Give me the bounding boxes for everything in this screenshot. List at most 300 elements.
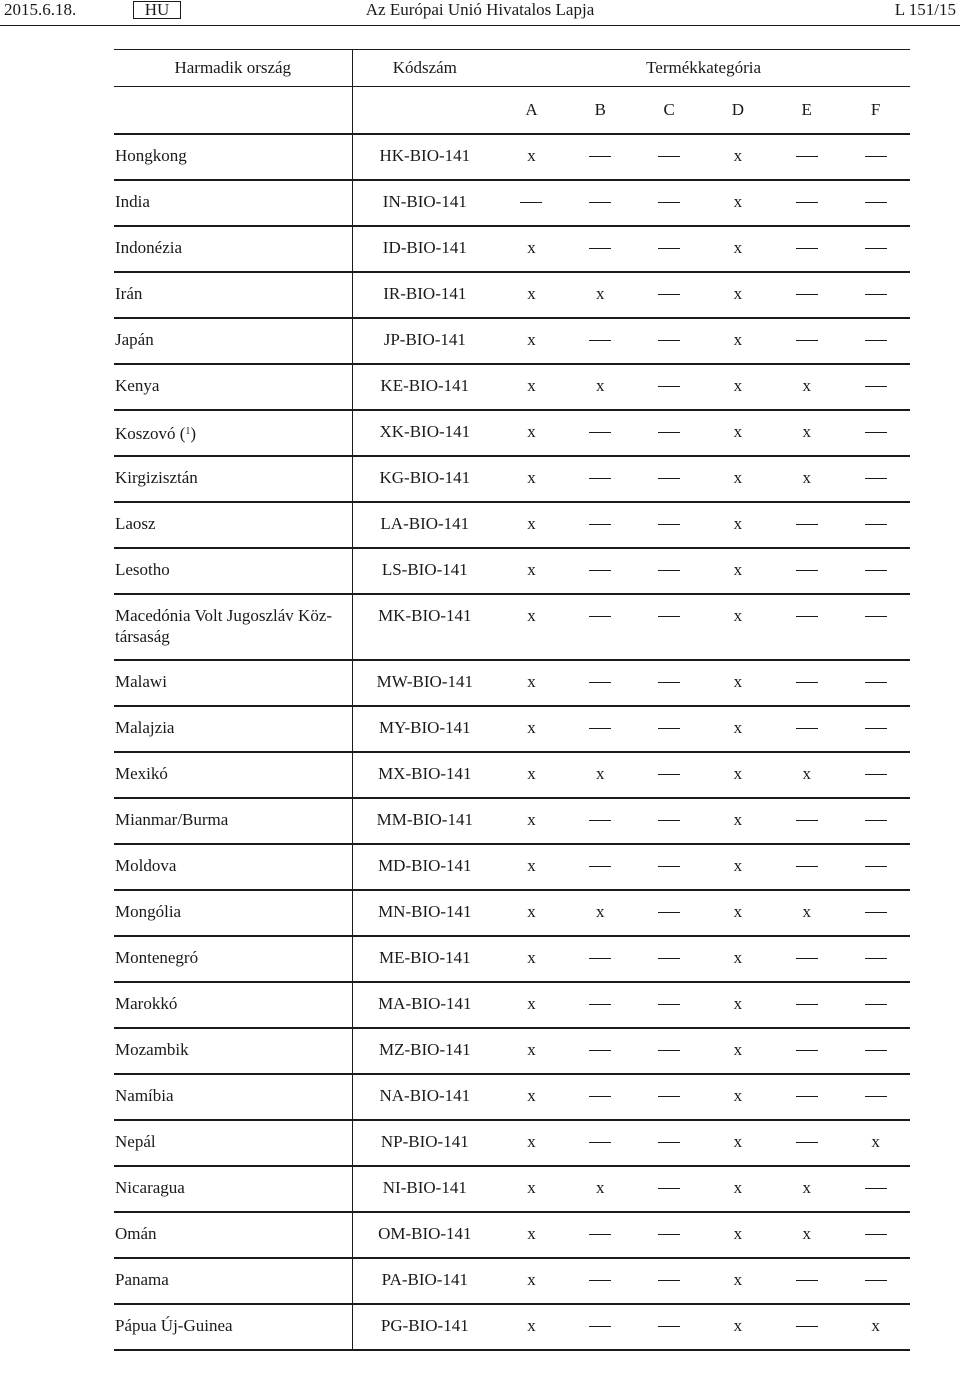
- category-cell-b: [566, 844, 635, 890]
- not-applicable-dash: [865, 1096, 887, 1097]
- not-applicable-dash: [658, 340, 680, 341]
- category-cell-b: [566, 410, 635, 456]
- country-name: Hongkong: [115, 146, 187, 165]
- category-cell-d: [704, 272, 773, 318]
- country-name: Macedónia Volt Jugoszláv Köz- társaság: [115, 606, 333, 646]
- not-applicable-dash: [658, 1326, 680, 1327]
- not-applicable-dash: [796, 248, 818, 249]
- applicable-mark: x: [733, 1040, 743, 1059]
- not-applicable-dash: [658, 1050, 680, 1051]
- category-cell-a: [497, 1074, 566, 1120]
- category-cell-f: [841, 1120, 910, 1166]
- country-cell: [114, 226, 352, 272]
- category-cell-a: [497, 364, 566, 410]
- category-cell-b: [566, 1212, 635, 1258]
- category-cell-a: [497, 180, 566, 226]
- not-applicable-dash: [589, 1234, 611, 1235]
- category-cell-e: [772, 134, 841, 180]
- code-cell: KE-BIO-141: [352, 364, 497, 410]
- code-cell: PA-BIO-141: [352, 1258, 497, 1304]
- not-applicable-dash: [796, 156, 818, 157]
- not-applicable-dash: [658, 820, 680, 821]
- category-cell-f: [841, 226, 910, 272]
- category-cell-c: [635, 890, 704, 936]
- code-cell: OM-BIO-141: [352, 1212, 497, 1258]
- not-applicable-dash: [865, 820, 887, 821]
- category-cell-c: [635, 502, 704, 548]
- code-cell: MN-BIO-141: [352, 890, 497, 936]
- category-cell-d: [704, 936, 773, 982]
- applicable-mark: x: [733, 1224, 743, 1243]
- category-cell-c: [635, 134, 704, 180]
- column-header-country: Harmadik ország: [114, 50, 352, 87]
- not-applicable-dash: [658, 1234, 680, 1235]
- code-cell: HK-BIO-141: [352, 134, 497, 180]
- applicable-mark: x: [733, 1270, 743, 1289]
- category-cell-e: [772, 1166, 841, 1212]
- category-cell-e: [772, 752, 841, 798]
- category-letter-f: F: [841, 87, 910, 135]
- category-cell-c: [635, 226, 704, 272]
- applicable-mark: x: [596, 764, 605, 783]
- category-cell-d: [704, 1074, 773, 1120]
- not-applicable-dash: [865, 1004, 887, 1005]
- category-cell-c: [635, 706, 704, 752]
- category-cell-b: [566, 1258, 635, 1304]
- applicable-mark: x: [733, 718, 743, 737]
- table-row: [114, 410, 910, 456]
- not-applicable-dash: [796, 1004, 818, 1005]
- category-cell-a: [497, 1212, 566, 1258]
- country-cell: [114, 456, 352, 502]
- category-cell-e: [772, 706, 841, 752]
- category-cell-e: [772, 982, 841, 1028]
- category-cell-e: [772, 1212, 841, 1258]
- table-row: [114, 1074, 910, 1120]
- applicable-mark: x: [527, 810, 536, 829]
- category-cell-e: [772, 660, 841, 706]
- not-applicable-dash: [865, 248, 887, 249]
- category-cell-a: [497, 1028, 566, 1074]
- applicable-mark: x: [733, 192, 743, 211]
- not-applicable-dash: [589, 432, 611, 433]
- not-applicable-dash: [865, 156, 887, 157]
- empty-header-cell: [352, 87, 497, 135]
- not-applicable-dash: [658, 958, 680, 959]
- applicable-mark: x: [733, 1086, 743, 1105]
- code-cell: NP-BIO-141: [352, 1120, 497, 1166]
- category-cell-a: [497, 272, 566, 318]
- category-cell-a: [497, 410, 566, 456]
- category-cell-d: [704, 456, 773, 502]
- applicable-mark: x: [527, 672, 536, 691]
- country-cell: [114, 890, 352, 936]
- category-cell-c: [635, 1166, 704, 1212]
- category-cell-f: [841, 752, 910, 798]
- category-cell-f: [841, 1304, 910, 1350]
- code-cell: MW-BIO-141: [352, 660, 497, 706]
- applicable-mark: x: [802, 902, 811, 921]
- table-row: [114, 1212, 910, 1258]
- journal-title: Az Európai Unió Hivatalos Lapja: [365, 0, 595, 19]
- category-cell-a: [497, 890, 566, 936]
- category-cell-d: [704, 1028, 773, 1074]
- category-cell-b: [566, 982, 635, 1028]
- category-cell-f: [841, 502, 910, 548]
- category-cell-f: [841, 936, 910, 982]
- category-cell-f: [841, 272, 910, 318]
- table-row: [114, 272, 910, 318]
- category-cell-f: [841, 134, 910, 180]
- not-applicable-dash: [658, 478, 680, 479]
- country-cell: [114, 548, 352, 594]
- not-applicable-dash: [658, 386, 680, 387]
- publication-date: 2015.6.18.: [4, 0, 77, 19]
- code-cell: IN-BIO-141: [352, 180, 497, 226]
- category-cell-f: [841, 982, 910, 1028]
- applicable-mark: x: [527, 376, 536, 395]
- applicable-mark: x: [733, 1316, 743, 1335]
- not-applicable-dash: [589, 202, 611, 203]
- category-cell-b: [566, 272, 635, 318]
- code-cell: ID-BIO-141: [352, 226, 497, 272]
- country-cell: [114, 364, 352, 410]
- category-cell-e: [772, 890, 841, 936]
- category-letter-c: C: [635, 87, 704, 135]
- category-cell-b: [566, 456, 635, 502]
- table-row: [114, 660, 910, 706]
- country-cell: [114, 180, 352, 226]
- table-row: [114, 844, 910, 890]
- applicable-mark: x: [527, 238, 536, 257]
- category-cell-a: [497, 594, 566, 660]
- code-cell: PG-BIO-141: [352, 1304, 497, 1350]
- not-applicable-dash: [796, 524, 818, 525]
- category-cell-e: [772, 456, 841, 502]
- category-cell-f: [841, 890, 910, 936]
- country-name: Pápua Új-Guinea: [115, 1316, 233, 1335]
- applicable-mark: x: [596, 284, 605, 303]
- category-cell-e: [772, 272, 841, 318]
- category-cell-c: [635, 548, 704, 594]
- applicable-mark: x: [527, 948, 536, 967]
- country-cell: [114, 1166, 352, 1212]
- category-cell-a: [497, 502, 566, 548]
- category-letter-e: E: [772, 87, 841, 135]
- category-cell-e: [772, 844, 841, 890]
- not-applicable-dash: [865, 616, 887, 617]
- applicable-mark: x: [802, 764, 811, 783]
- category-cell-e: [772, 1120, 841, 1166]
- table-row: [114, 502, 910, 548]
- not-applicable-dash: [796, 570, 818, 571]
- category-cell-f: [841, 706, 910, 752]
- not-applicable-dash: [865, 682, 887, 683]
- country-name: Mexikó: [115, 764, 168, 783]
- applicable-mark: x: [527, 1178, 536, 1197]
- not-applicable-dash: [796, 728, 818, 729]
- category-cell-c: [635, 982, 704, 1028]
- not-applicable-dash: [865, 728, 887, 729]
- category-cell-b: [566, 798, 635, 844]
- not-applicable-dash: [589, 1142, 611, 1143]
- applicable-mark: x: [527, 1040, 536, 1059]
- country-name: Laosz: [115, 514, 156, 533]
- table-row: [114, 798, 910, 844]
- category-cell-c: [635, 1028, 704, 1074]
- applicable-mark: x: [527, 718, 536, 737]
- category-cell-b: [566, 318, 635, 364]
- category-cell-c: [635, 1258, 704, 1304]
- not-applicable-dash: [658, 524, 680, 525]
- country-name: Mianmar/Burma: [115, 810, 229, 829]
- not-applicable-dash: [796, 820, 818, 821]
- category-cell-d: [704, 180, 773, 226]
- column-header-code: Kódszám: [352, 50, 497, 87]
- code-cell: NI-BIO-141: [352, 1166, 497, 1212]
- table-row: [114, 936, 910, 982]
- applicable-mark: x: [733, 560, 743, 579]
- country-name: Koszovó: [115, 424, 176, 443]
- table-row: [114, 1028, 910, 1074]
- applicable-mark: x: [527, 856, 536, 875]
- not-applicable-dash: [589, 728, 611, 729]
- not-applicable-dash: [589, 570, 611, 571]
- applicable-mark: x: [596, 902, 605, 921]
- applicable-mark: x: [733, 468, 743, 487]
- applicable-mark: x: [802, 468, 811, 487]
- category-cell-f: [841, 364, 910, 410]
- category-cell-a: [497, 752, 566, 798]
- table-row: [114, 180, 910, 226]
- code-cell: MA-BIO-141: [352, 982, 497, 1028]
- applicable-mark: x: [527, 994, 536, 1013]
- code-cell: MX-BIO-141: [352, 752, 497, 798]
- category-cell-b: [566, 752, 635, 798]
- applicable-mark: x: [527, 1132, 536, 1151]
- category-cell-a: [497, 318, 566, 364]
- table-row: [114, 890, 910, 936]
- table-row: [114, 706, 910, 752]
- country-name: Indonézia: [115, 238, 183, 257]
- country-name: Malajzia: [115, 718, 175, 737]
- category-cell-c: [635, 1304, 704, 1350]
- not-applicable-dash: [865, 1234, 887, 1235]
- category-cell-f: [841, 456, 910, 502]
- not-applicable-dash: [865, 1280, 887, 1281]
- not-applicable-dash: [658, 202, 680, 203]
- category-cell-a: [497, 1166, 566, 1212]
- applicable-mark: x: [733, 764, 743, 783]
- column-header-category: Termékkategória: [497, 50, 910, 87]
- category-cell-d: [704, 706, 773, 752]
- category-cell-a: [497, 456, 566, 502]
- country-name: Malawi: [115, 672, 167, 691]
- category-cell-e: [772, 364, 841, 410]
- not-applicable-dash: [865, 570, 887, 571]
- not-applicable-dash: [658, 728, 680, 729]
- category-cell-b: [566, 180, 635, 226]
- not-applicable-dash: [589, 478, 611, 479]
- country-cell: [114, 1120, 352, 1166]
- code-cell: JP-BIO-141: [352, 318, 497, 364]
- category-cell-d: [704, 410, 773, 456]
- not-applicable-dash: [658, 866, 680, 867]
- category-cell-d: [704, 226, 773, 272]
- not-applicable-dash: [796, 1050, 818, 1051]
- category-cell-f: [841, 318, 910, 364]
- not-applicable-dash: [589, 866, 611, 867]
- not-applicable-dash: [796, 1096, 818, 1097]
- category-cell-f: [841, 1258, 910, 1304]
- applicable-mark: x: [527, 1316, 536, 1335]
- country-name: Marokkó: [115, 994, 178, 1013]
- country-cell: [114, 272, 352, 318]
- code-cell: LS-BIO-141: [352, 548, 497, 594]
- applicable-mark: x: [802, 1224, 811, 1243]
- applicable-mark: x: [733, 994, 743, 1013]
- table-row: [114, 134, 910, 180]
- category-cell-e: [772, 1074, 841, 1120]
- code-cell: NA-BIO-141: [352, 1074, 497, 1120]
- country-cell: [114, 1304, 352, 1350]
- applicable-mark: x: [733, 672, 743, 691]
- category-cell-c: [635, 752, 704, 798]
- category-cell-e: [772, 410, 841, 456]
- category-cell-a: [497, 982, 566, 1028]
- not-applicable-dash: [589, 1050, 611, 1051]
- not-applicable-dash: [865, 1188, 887, 1189]
- category-cell-b: [566, 502, 635, 548]
- category-cell-e: [772, 226, 841, 272]
- country-name: Nepál: [115, 1132, 156, 1151]
- country-cell: [114, 502, 352, 548]
- category-letters-row: [114, 87, 910, 135]
- category-cell-b: [566, 226, 635, 272]
- applicable-mark: x: [527, 764, 536, 783]
- code-cell: MZ-BIO-141: [352, 1028, 497, 1074]
- applicable-mark: x: [733, 238, 743, 257]
- category-cell-c: [635, 272, 704, 318]
- category-cell-c: [635, 1074, 704, 1120]
- code-cell: MM-BIO-141: [352, 798, 497, 844]
- country-name: Panama: [115, 1270, 169, 1289]
- category-cell-c: [635, 844, 704, 890]
- not-applicable-dash: [658, 1096, 680, 1097]
- country-name: Kirgizisztán: [115, 468, 198, 487]
- applicable-mark: x: [733, 902, 743, 921]
- code-cell: XK-BIO-141: [352, 410, 497, 456]
- category-cell-e: [772, 1028, 841, 1074]
- not-applicable-dash: [796, 682, 818, 683]
- applicable-mark: x: [871, 1316, 880, 1335]
- category-cell-f: [841, 844, 910, 890]
- applicable-mark: x: [733, 948, 743, 967]
- category-cell-d: [704, 594, 773, 660]
- page-reference: L 151/15: [894, 0, 956, 19]
- footnote-reference[interactable]: 1: [185, 426, 191, 437]
- category-cell-c: [635, 364, 704, 410]
- not-applicable-dash: [796, 340, 818, 341]
- applicable-mark: x: [802, 422, 811, 441]
- code-cell: MY-BIO-141: [352, 706, 497, 752]
- not-applicable-dash: [658, 156, 680, 157]
- category-cell-f: [841, 180, 910, 226]
- not-applicable-dash: [589, 248, 611, 249]
- not-applicable-dash: [796, 616, 818, 617]
- code-cell: IR-BIO-141: [352, 272, 497, 318]
- category-cell-b: [566, 936, 635, 982]
- not-applicable-dash: [865, 1050, 887, 1051]
- category-cell-e: [772, 1258, 841, 1304]
- category-cell-c: [635, 660, 704, 706]
- country-name: Moldova: [115, 856, 177, 875]
- not-applicable-dash: [589, 616, 611, 617]
- table-row: [114, 548, 910, 594]
- category-cell-b: [566, 594, 635, 660]
- table-row: [114, 1166, 910, 1212]
- table-row: [114, 1304, 910, 1350]
- category-cell-a: [497, 548, 566, 594]
- country-cell: [114, 936, 352, 982]
- applicable-mark: x: [733, 376, 743, 395]
- category-cell-e: [772, 798, 841, 844]
- control-bodies-table: [114, 49, 910, 1351]
- applicable-mark: x: [733, 606, 743, 625]
- not-applicable-dash: [796, 1142, 818, 1143]
- table-body: [114, 134, 910, 1350]
- applicable-mark: x: [733, 810, 743, 829]
- header-divider: [0, 25, 960, 26]
- table-row: [114, 226, 910, 272]
- code-cell: LA-BIO-141: [352, 502, 497, 548]
- category-cell-b: [566, 134, 635, 180]
- applicable-mark: x: [527, 468, 536, 487]
- not-applicable-dash: [658, 912, 680, 913]
- applicable-mark: x: [527, 1270, 536, 1289]
- country-name: Irán: [115, 284, 143, 303]
- country-name: Japán: [115, 330, 154, 349]
- country-name: Mozambik: [115, 1040, 189, 1059]
- category-cell-a: [497, 226, 566, 272]
- category-cell-b: [566, 1166, 635, 1212]
- not-applicable-dash: [589, 820, 611, 821]
- empty-header-cell: [114, 87, 352, 135]
- applicable-mark: x: [733, 1178, 743, 1197]
- applicable-mark: x: [527, 902, 536, 921]
- category-cell-b: [566, 890, 635, 936]
- country-cell: Koszovó ($^1$): [114, 410, 352, 456]
- category-cell-b: [566, 1120, 635, 1166]
- country-cell: [114, 752, 352, 798]
- applicable-mark: x: [527, 422, 536, 441]
- category-cell-c: [635, 1120, 704, 1166]
- table-row: [114, 1120, 910, 1166]
- not-applicable-dash: [865, 524, 887, 525]
- category-cell-a: [497, 706, 566, 752]
- category-cell-d: [704, 364, 773, 410]
- not-applicable-dash: [865, 912, 887, 913]
- not-applicable-dash: [865, 386, 887, 387]
- category-letter-a: A: [497, 87, 566, 135]
- category-cell-d: [704, 890, 773, 936]
- not-applicable-dash: [589, 524, 611, 525]
- category-cell-b: [566, 706, 635, 752]
- category-cell-d: [704, 660, 773, 706]
- category-cell-f: [841, 548, 910, 594]
- category-cell-b: [566, 364, 635, 410]
- category-cell-e: [772, 936, 841, 982]
